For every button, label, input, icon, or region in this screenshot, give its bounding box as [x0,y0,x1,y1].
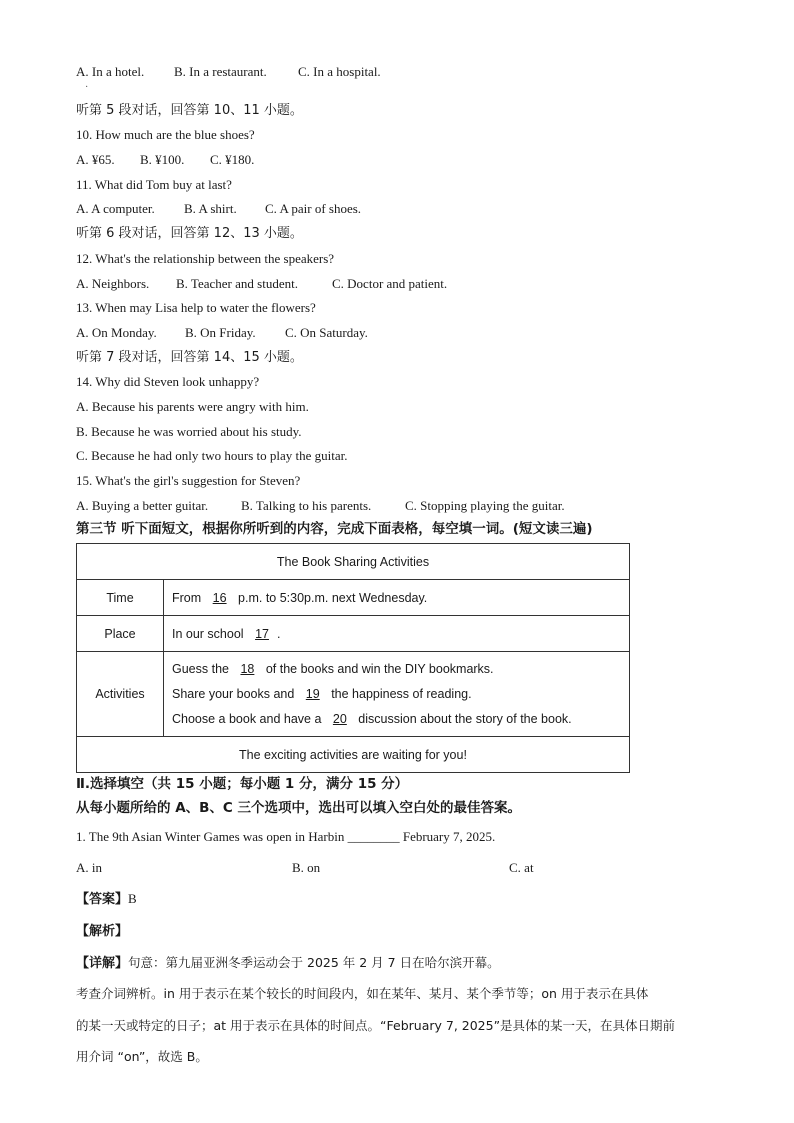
q10-option-a: A. ¥65. [76,152,115,167]
answer-line [76,891,137,908]
part2-instruction: 从每小题所给的 A、B、C 三个选项中，选出可以填入空白处的最佳答案。 [76,800,522,816]
mc1-option-a: A. in [76,860,102,875]
detail-label: 【详解】 [76,956,129,971]
q15-options [76,498,565,514]
q14-option-c: C. Because he had only two hours to play the guitar. [76,448,348,463]
table-header: The Book Sharing Activities [77,544,630,580]
q15-option-a: A. Buying a better guitar. [76,498,209,513]
blank-17: 17 [255,626,269,641]
answer-label: 【答案】 [76,892,129,907]
answer-value: B [128,891,137,906]
table-row-activities [77,652,630,737]
blank-16: 16 [212,590,227,605]
q10-option-b: B. ¥100. [140,152,185,167]
q10-options [76,152,254,168]
q13-option-c: C. On Saturday. [285,325,368,340]
stray-dot: · [85,82,89,93]
detail-text: 句意：第九届亚洲冬季运动会于 2025 年 2 月 7 日在哈尔滨开幕。 [128,955,500,970]
q15-option-b: B. Talking to his parents. [241,498,372,513]
detail-line [76,955,500,972]
mc1-option-b: B. on [292,860,321,875]
q14-question: 14. Why did Steven look unhappy? [76,374,260,389]
q15-question: 15. What's the girl's suggestion for Steven? [76,473,301,488]
q12-options [76,276,447,292]
mc1-options [76,860,534,876]
explanation-line-3: 用介词 “on”，故选 B。 [76,1049,208,1064]
activity-1: Guess the 18 of the books and win the DIY bookmarks. [172,661,494,676]
q10-question: 10. How much are the blue shoes? [76,127,255,142]
q11-option-b: B. A shirt. [184,201,237,216]
q14-option-b: B. Because he was worried about his study. [76,424,302,439]
book-sharing-table [76,543,630,773]
place-value: In our school 17 . [164,616,630,652]
analysis-line [76,923,128,940]
q15-option-c: C. Stopping playing the guitar. [405,498,565,513]
activity-3: Choose a book and have a 20 discussion about the story of the book. [172,711,572,726]
section5-title: 听第 5 段对话，回答第 10、11 小题。 [76,103,303,118]
place-label: Place [77,616,164,652]
explanation-line-1: 考查介词辨析。in 用于表示在某个较长的时间段内，如在某年、某月、某个季节等；on 用于表示在具体 [76,986,649,1001]
blank-18: 18 [240,661,255,676]
time-value: From 16 p.m. to 5:30p.m. next Wednesday. [164,580,630,616]
blank-20: 20 [332,711,347,726]
q13-question: 13. When may Lisa help to water the flowers? [76,300,316,315]
activities-value [164,652,630,737]
table-row-place [77,616,630,652]
q11-option-a: A. A computer. [76,201,155,216]
q11-option-c: C. A pair of shoes. [265,201,362,216]
q12-question: 12. What's the relationship between the speakers? [76,251,335,266]
table-footer: The exciting activities are waiting for you! [77,737,630,773]
q9-option-c: C. In a hospital. [298,64,381,79]
q9-option-a: A. In a hotel. [76,64,145,79]
q14-option-a: A. Because his parents were angry with him. [76,399,309,414]
activity-2: Share your books and 19 the happiness of reading. [172,686,472,701]
q11-question: 11. What did Tom buy at last? [76,177,232,192]
q13-option-b: B. On Friday. [185,325,256,340]
q12-option-c: C. Doctor and patient. [332,276,448,291]
q12-option-a: A. Neighbors. [76,276,150,291]
mc1-question: 1. The 9th Asian Winter Games was open in Harbin ________ February 7, 2025. [76,829,496,844]
q10-option-c: C. ¥180. [210,152,255,167]
q13-options [76,325,368,341]
analysis-label: 【解析】 [76,924,129,939]
section6-title: 听第 6 段对话，回答第 12、13 小题。 [76,226,303,241]
activities-label: Activities [77,652,164,737]
table-row-time [77,580,630,616]
q13-option-a: A. On Monday. [76,325,157,340]
explanation-line-2: 的某一天或特定的日子；at 用于表示在具体的时间点。“February 7, 2025”是具体的某一天，在具体日期前 [76,1018,676,1033]
blank-19: 19 [305,686,320,701]
q12-option-b: B. Teacher and student. [176,276,298,291]
part2-title: Ⅱ.选择填空（共 15 小题；每小题 1 分，满分 15 分） [76,776,409,792]
q9-options [76,64,381,80]
q9-option-b: B. In a restaurant. [174,64,267,79]
section7-title: 听第 7 段对话，回答第 14、15 小题。 [76,350,303,365]
time-label: Time [77,580,164,616]
q11-options [76,201,361,217]
mc1-option-c: C. at [509,860,534,875]
part3-title: 第三节 听下面短文，根据你所听到的内容，完成下面表格，每空填一词。(短文读三遍) [76,521,593,537]
